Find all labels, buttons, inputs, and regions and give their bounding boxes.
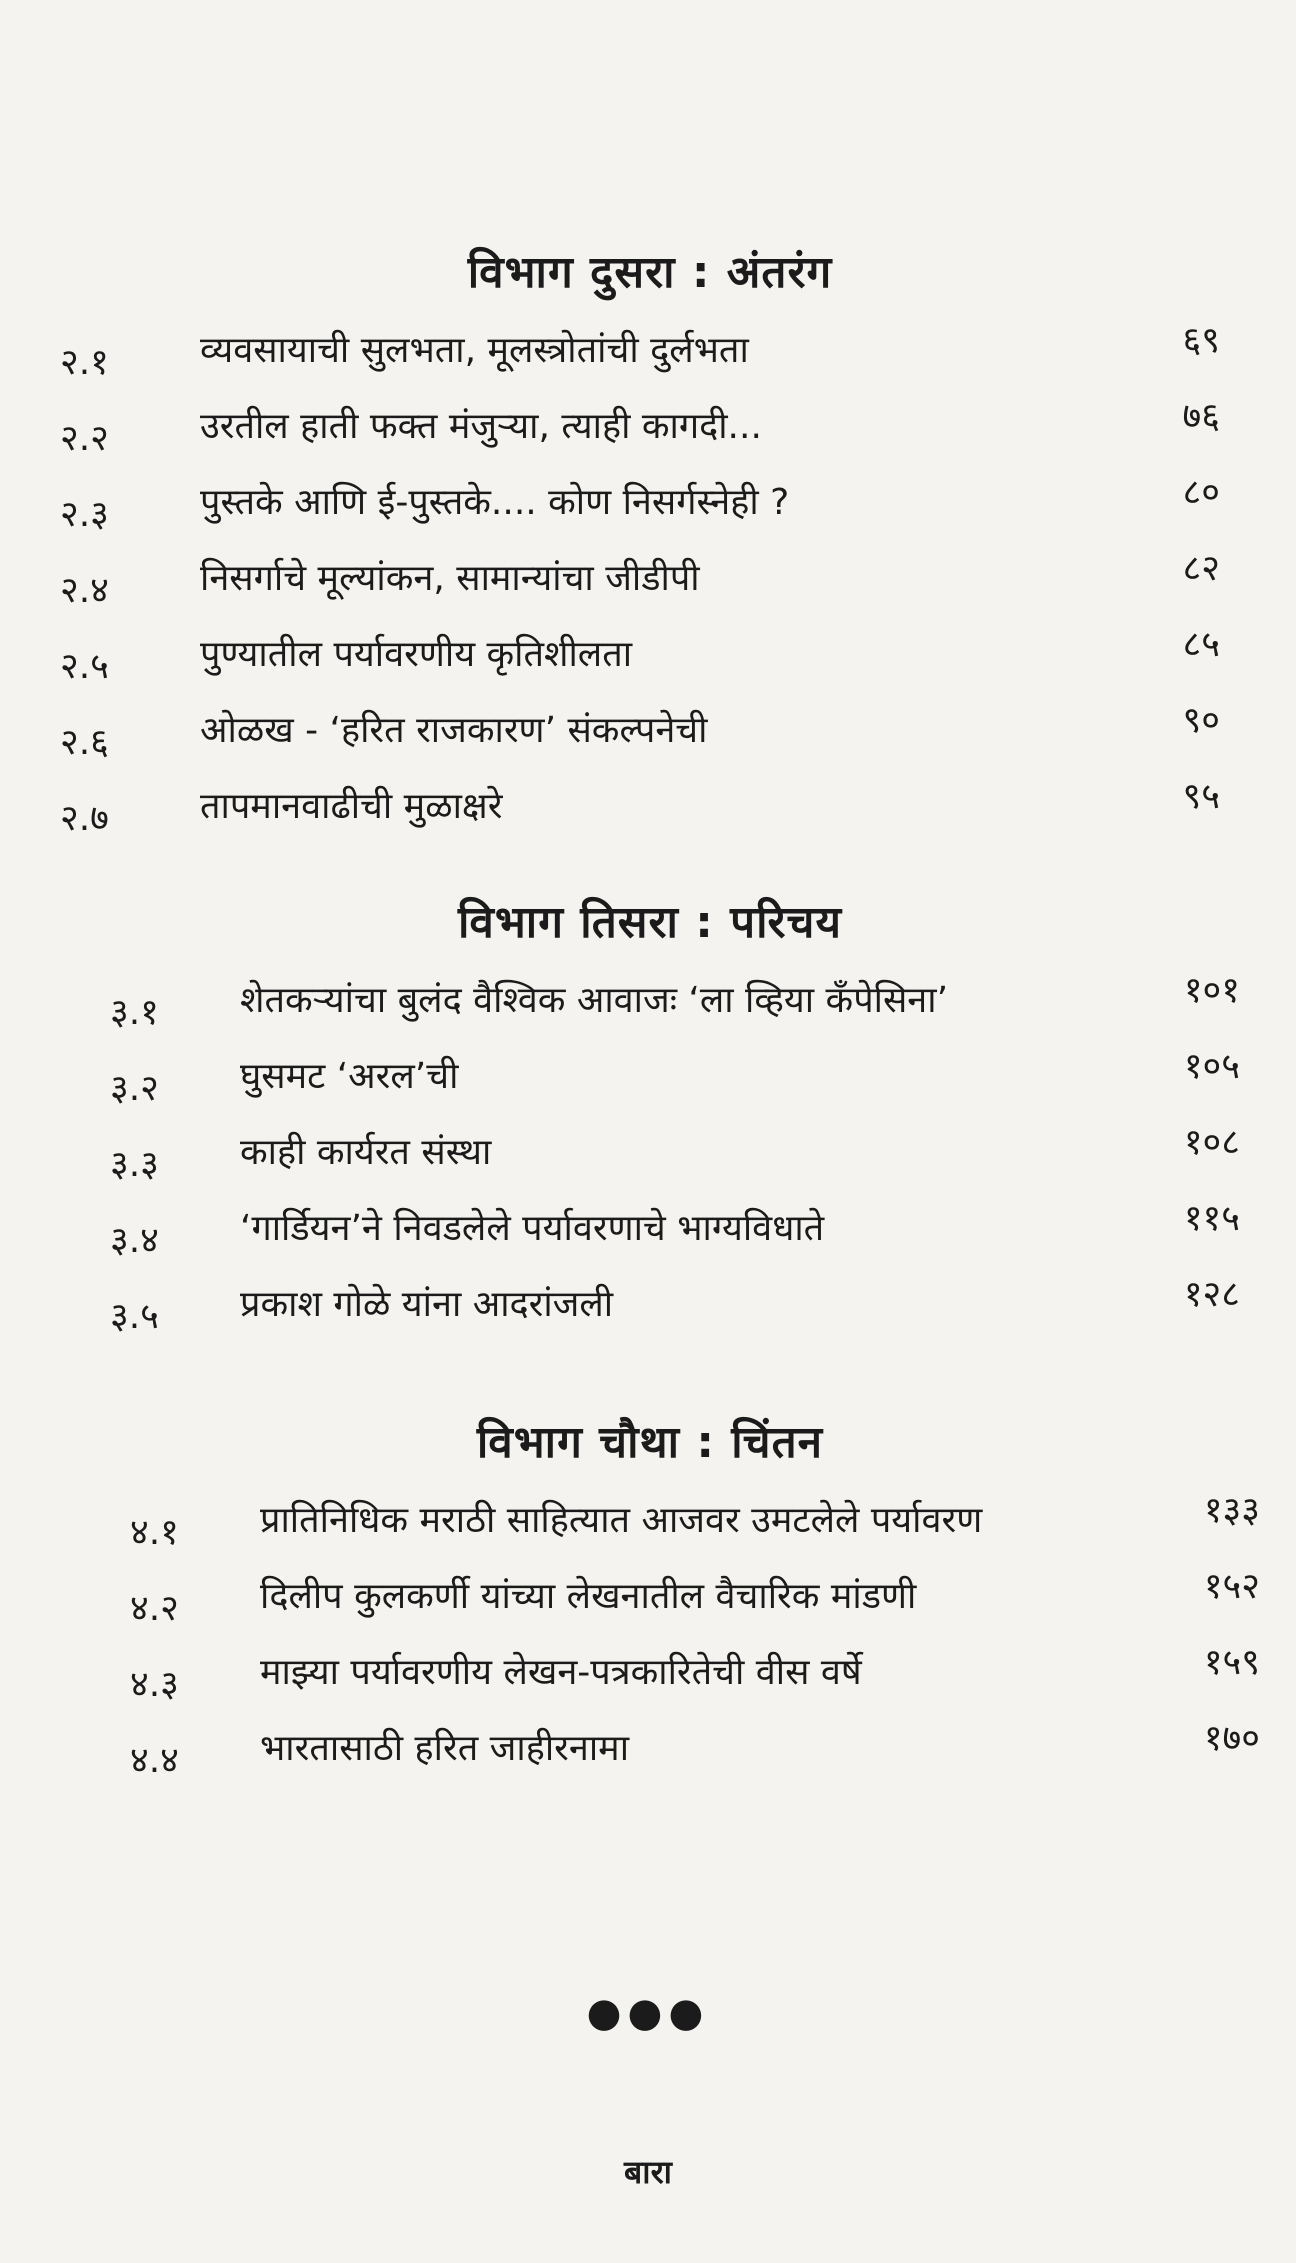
- toc-row: [60, 1484, 1260, 1560]
- toc-section-4: [60, 1410, 1260, 1788]
- entry-page: ८०: [1182, 472, 1220, 513]
- section-title: विभाग तिसरा : परिचय: [458, 897, 842, 948]
- entry-number: २.२: [60, 418, 109, 459]
- entry-number: २.५: [60, 646, 109, 687]
- entry-title: काही कार्यरत संस्था: [240, 1132, 492, 1173]
- entry-page: १३३: [1203, 1490, 1260, 1531]
- page-number-label: बारा: [624, 2153, 672, 2191]
- entry-title: व्यवसायाची सुलभता, मूलस्त्रोतांची दुर्लभता: [200, 330, 749, 371]
- entry-page: १०५: [1183, 1046, 1240, 1087]
- toc-row: [60, 1040, 1240, 1116]
- toc-row: [60, 314, 1240, 390]
- entry-page: १५२: [1203, 1566, 1260, 1607]
- entry-title: प्रकाश गोळे यांना आदरांजली: [240, 1284, 614, 1325]
- entry-title: माझ्या पर्यावरणीय लेखन-पत्रकारितेची वीस वर्षे: [260, 1652, 862, 1693]
- toc-row: [60, 1636, 1260, 1712]
- toc-row: [60, 618, 1240, 694]
- toc-section-2: [60, 240, 1240, 846]
- toc-row: [60, 964, 1240, 1040]
- entry-title: ‘गार्डियन’ने निवडलेले पर्यावरणाचे भाग्यविधाते: [240, 1208, 825, 1249]
- entry-page: ९०: [1182, 700, 1220, 741]
- entry-number: २.४: [60, 570, 109, 611]
- toc-row: [60, 694, 1240, 770]
- entry-number: ३.१: [110, 992, 159, 1033]
- toc-row: [60, 770, 1240, 846]
- entry-number: ३.५: [110, 1296, 159, 1337]
- entry-page: १२८: [1183, 1274, 1240, 1315]
- toc-row: [60, 390, 1240, 466]
- entry-page: ६९: [1182, 320, 1220, 361]
- entry-title: तापमानवाढीची मुळाक्षरे: [200, 786, 503, 827]
- toc-row: [60, 1268, 1240, 1344]
- entry-page: १७०: [1203, 1718, 1260, 1759]
- entry-number: ३.२: [110, 1068, 159, 1109]
- entry-title: शेतकऱ्यांचा बुलंद वैश्विक आवाजः ‘ला व्हिया कँपेसिना’: [240, 980, 949, 1021]
- entry-number: २.७: [60, 798, 109, 839]
- toc-row: [60, 1712, 1260, 1788]
- entry-number: २.६: [60, 722, 109, 763]
- entry-page: १०१: [1183, 970, 1240, 1011]
- entry-number: २.१: [60, 342, 109, 383]
- entry-number: ३.३: [110, 1144, 159, 1185]
- entry-title: ओळख - ‘हरित राजकारण’ संकल्पनेची: [200, 710, 708, 751]
- entry-page: ९५: [1182, 776, 1220, 817]
- entry-number: ४.२: [130, 1588, 179, 1629]
- entry-page: ८५: [1182, 624, 1220, 665]
- toc-row: [60, 1560, 1260, 1636]
- entry-title: भारतासाठी हरित जाहीरनामा: [260, 1728, 630, 1769]
- entry-title: प्रातिनिधिक मराठी साहित्यात आजवर उमटलेले पर्यावरण: [260, 1500, 983, 1541]
- entry-title: पुस्तके आणि ई-पुस्तके.... कोण निसर्गस्नेही ?: [200, 482, 790, 523]
- end-of-list-marker: ●●●: [586, 1990, 710, 2036]
- entry-title: निसर्गाचे मूल्यांकन, सामान्यांचा जीडीपी: [200, 558, 700, 599]
- entry-title: उरतील हाती फक्त मंजुऱ्या, त्याही कागदी...: [200, 406, 762, 447]
- section-title: विभाग चौथा : चिंतन: [476, 1417, 824, 1468]
- entry-number: ३.४: [110, 1220, 159, 1261]
- toc-row: [60, 1116, 1240, 1192]
- entry-title: दिलीप कुलकर्णी यांच्या लेखनातील वैचारिक मांडणी: [260, 1576, 917, 1617]
- toc-section-3: [60, 890, 1240, 1344]
- toc-row: [60, 542, 1240, 618]
- entry-page: १०८: [1183, 1122, 1240, 1163]
- entry-page: ८२: [1182, 548, 1220, 589]
- entry-page: ११५: [1183, 1198, 1240, 1239]
- entry-page: १५९: [1203, 1642, 1260, 1683]
- section-title: विभाग दुसरा : अंतरंग: [467, 247, 833, 298]
- entry-title: घुसमट ‘अरल’ची: [240, 1056, 459, 1097]
- entry-number: ४.१: [130, 1512, 179, 1553]
- entry-number: ४.४: [130, 1740, 179, 1781]
- entry-title: पुण्यातील पर्यावरणीय कृतिशीलता: [200, 634, 633, 675]
- toc-row: [60, 466, 1240, 542]
- entry-number: २.३: [60, 494, 109, 535]
- toc-row: [60, 1192, 1240, 1268]
- entry-page: ७६: [1182, 396, 1220, 437]
- entry-number: ४.३: [130, 1664, 179, 1705]
